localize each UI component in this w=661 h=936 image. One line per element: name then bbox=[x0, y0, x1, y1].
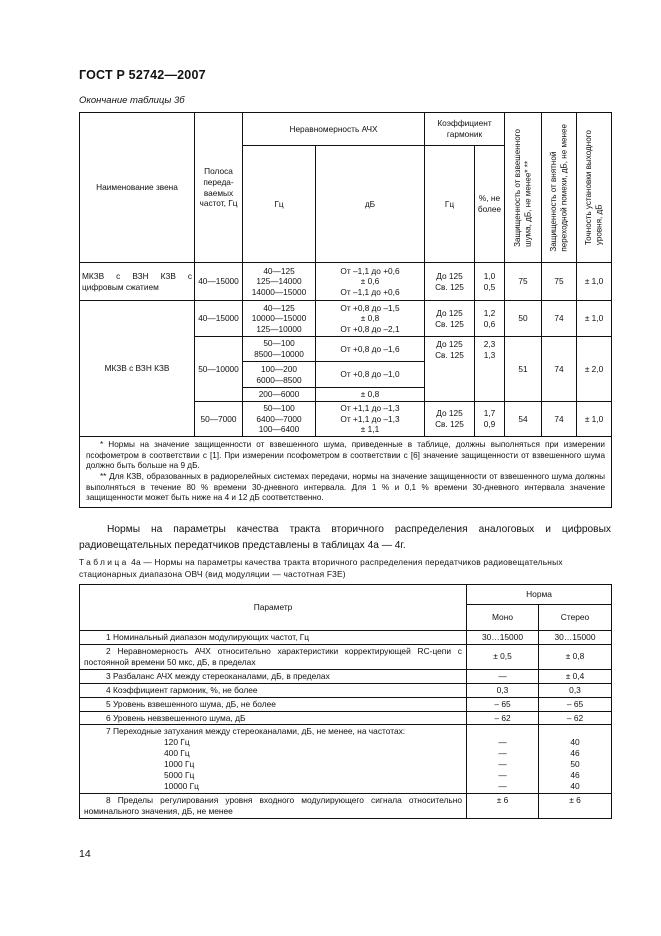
row-harm-hz: До 125 Св. 125 bbox=[425, 337, 475, 402]
param-cell bbox=[80, 725, 467, 794]
row-db: От +1,1 до –1,3 От +1,1 до –1,3 ± 1,1 bbox=[316, 402, 425, 437]
row-intel: 74 bbox=[542, 337, 577, 402]
header-weighted-noise: Защищенность от взвешенного шума, дБ, не менее* ** bbox=[505, 113, 542, 263]
table-row bbox=[80, 263, 612, 301]
row-hz: 50—100 6400—7000 100—6400 bbox=[243, 402, 316, 437]
freq-item: 5000 Гц bbox=[164, 770, 195, 781]
stereo-cell: ± 0,8 bbox=[539, 644, 612, 669]
row-weighted: 51 bbox=[505, 337, 542, 402]
stereo-cell: 0,3 bbox=[539, 683, 612, 697]
table-4a-caption bbox=[79, 556, 611, 580]
row-harm-hz: До 125 Св. 125 bbox=[425, 301, 475, 337]
param-cell: 2 Неравномерность АЧХ относительно характеристики корректирующей RC-цепи с постоянной времени 50 мкс, дБ, в пределах bbox=[80, 644, 467, 669]
table-row bbox=[80, 669, 612, 683]
header-param: Параметр bbox=[80, 585, 467, 631]
row-level: ± 1,0 bbox=[577, 402, 612, 437]
header-norm: Норма bbox=[467, 585, 612, 605]
row-db: От –1,1 до +0,6 ± 0,6 От –1,1 до +0,6 bbox=[316, 263, 425, 301]
table-4a bbox=[79, 584, 612, 819]
table-row bbox=[80, 793, 612, 818]
mono-value: — bbox=[498, 737, 507, 748]
row-weighted: 54 bbox=[505, 402, 542, 437]
header-harm-pct: %, не более bbox=[475, 146, 505, 263]
row-level: ± 2,0 bbox=[577, 337, 612, 402]
table-row bbox=[80, 711, 612, 725]
stereo-cell: ± 6 bbox=[539, 793, 612, 818]
footnotes bbox=[80, 437, 612, 508]
row-hz: 40—125 125—14000 14000—15000 bbox=[243, 263, 316, 301]
mono-cell: ± 0,5 bbox=[467, 644, 539, 669]
row-db: ± 0,8 bbox=[316, 388, 425, 402]
row-harm-pct: 1,2 0,6 bbox=[475, 301, 505, 337]
header-band: Полоса переда- ваемых частот, Гц bbox=[195, 113, 243, 263]
freq-item: 10000 Гц bbox=[164, 781, 199, 792]
mono-value: — bbox=[498, 759, 507, 770]
mono-cell: — bbox=[467, 669, 539, 683]
mono-value: — bbox=[498, 770, 507, 781]
page-number: 14 bbox=[79, 848, 91, 860]
row-weighted: 75 bbox=[505, 263, 542, 301]
row-harm-pct: 1,7 0,9 bbox=[475, 402, 505, 437]
stereo-value: 40 bbox=[570, 737, 580, 748]
table-row bbox=[80, 631, 612, 645]
table-4a-caption-text: 4а — Нормы на параметры качества тракта вторичного распределения передатчиков радиовещательных стационарных диапазона ОВЧ (вид модуляции — частотная F3E) bbox=[79, 557, 563, 580]
param-cell: 3 Разбаланс АЧХ между стереоканалами, дБ, в пределах bbox=[80, 669, 467, 683]
row-weighted: 50 bbox=[505, 301, 542, 337]
row7-freqs bbox=[84, 737, 462, 792]
param-cell: 6 Уровень невзвешенного шума, дБ bbox=[80, 711, 467, 725]
row7-title: 7 Переходные затухания между стереоканалами, дБ, не менее, на частотах: bbox=[106, 726, 406, 737]
freq-item: 120 Гц bbox=[164, 737, 190, 748]
header-output-level: Точность установки выходного уровня, дБ bbox=[577, 113, 612, 263]
stereo-cell: – 62 bbox=[539, 711, 612, 725]
row-level: ± 1,0 bbox=[577, 263, 612, 301]
document-header: ГОСТ Р 52742—2007 bbox=[79, 68, 206, 82]
mono-cell: – 62 bbox=[467, 711, 539, 725]
mono-value: — bbox=[498, 748, 507, 759]
row-harm-hz: До 125 Св. 125 bbox=[425, 263, 475, 301]
table-row bbox=[80, 725, 612, 794]
freq-item: 400 Гц bbox=[164, 748, 190, 759]
table-row bbox=[80, 683, 612, 697]
mono-value: — bbox=[498, 781, 507, 792]
freq-item: 1000 Гц bbox=[164, 759, 195, 770]
group-name: МКЗВ с ВЗН КЗВ bbox=[80, 301, 195, 437]
table-4a-caption-prefix: Таблица bbox=[79, 557, 129, 567]
stereo-value: 46 bbox=[570, 748, 580, 759]
body-paragraph: Нормы на параметры качества тракта вторичного распределения аналоговых и цифровых радиовещательных передатчиков представлены в таблицах 4а — 4г. bbox=[79, 524, 611, 551]
mono-cell: – 65 bbox=[467, 697, 539, 711]
row-band: 50—7000 bbox=[195, 402, 243, 437]
row-db: От +0,8 до –1,0 bbox=[316, 362, 425, 388]
footnote-1: * Нормы на значение защищенности от взвешенного шума, приведенные в таблице, должны выполняться при измерении псофометром в соответствии с [1]. При измерении псофометром в соответствии с [6] значение защищенности от взвешенного шума должно быть больше на 9 дБ. bbox=[86, 440, 606, 471]
row-intel: 74 bbox=[542, 301, 577, 337]
header-afr-hz: Гц bbox=[243, 146, 316, 263]
header-harm-hz: Гц bbox=[425, 146, 475, 263]
mono-cell: 30…15000 bbox=[467, 631, 539, 645]
row-hz: 200—6000 bbox=[243, 388, 316, 402]
mono-cell bbox=[467, 725, 539, 794]
row-intel: 74 bbox=[542, 402, 577, 437]
stereo-value: 40 bbox=[570, 781, 580, 792]
row-harm-hz: До 125 Св. 125 bbox=[425, 402, 475, 437]
param-cell: 5 Уровень взвешенного шума, дБ, не более bbox=[80, 697, 467, 711]
header-intelligible-crosstalk: Защищенность от внятной переходной помехи, дБ, не менее bbox=[542, 113, 577, 263]
header-afr: Неравномерность АЧХ bbox=[243, 113, 425, 146]
header-harmonics: Коэффициент гармоник bbox=[425, 113, 505, 146]
table-3b bbox=[79, 112, 612, 508]
table-row bbox=[80, 697, 612, 711]
row-intel: 75 bbox=[542, 263, 577, 301]
row-db: От +0,8 до –1,5 ± 0,8 От +0,8 до –2,1 bbox=[316, 301, 425, 337]
footnotes-row bbox=[80, 437, 612, 508]
table-row bbox=[80, 644, 612, 669]
row-band: 40—15000 bbox=[195, 301, 243, 337]
stereo-cell: 30…15000 bbox=[539, 631, 612, 645]
param-cell: 1 Номинальный диапазон модулирующих частот, Гц bbox=[80, 631, 467, 645]
stereo-cell: ± 0,4 bbox=[539, 669, 612, 683]
row-hz: 50—100 8500—10000 bbox=[243, 337, 316, 362]
header-name: Наименование звена bbox=[80, 113, 195, 263]
row-level: ± 1,0 bbox=[577, 301, 612, 337]
header-mono: Моно bbox=[467, 605, 539, 631]
table-3b-caption: Окончание таблицы 3б bbox=[79, 95, 185, 106]
row-harm-pct: 1,0 0,5 bbox=[475, 263, 505, 301]
row-hz: 100—200 6000—8500 bbox=[243, 362, 316, 388]
stereo-value: 50 bbox=[570, 759, 580, 770]
row-harm-pct: 2,3 1,3 bbox=[475, 337, 505, 402]
param-cell: 8 Пределы регулирования уровня входного модулирующего сигнала относительно номинального значения, дБ, не менее bbox=[80, 793, 467, 818]
mono-cell: ± 6 bbox=[467, 793, 539, 818]
row-hz: 40—125 10000—15000 125—10000 bbox=[243, 301, 316, 337]
row-name: МКЗВ с ВЗН КЗВ с цифровым сжатием bbox=[80, 263, 195, 301]
header-stereo: Стерео bbox=[539, 605, 612, 631]
row-db: От +0,8 до –1,6 bbox=[316, 337, 425, 362]
mono-cell: 0,3 bbox=[467, 683, 539, 697]
row-band: 50—10000 bbox=[195, 337, 243, 402]
table-row bbox=[80, 301, 612, 337]
header-afr-db: дБ bbox=[316, 146, 425, 263]
stereo-cell: – 65 bbox=[539, 697, 612, 711]
footnote-2: ** Для КЗВ, образованных в радиорелейных системах передачи, нормы на значение защищенности от взвешенного шума должны выполняться в течение 80 % времени 30-дневного интервала. Для 1 % и 0,1 % времени 30-дневного интервала значение защищенности может быть ниже на 4 и 12 дБ соответственно. bbox=[86, 471, 606, 503]
stereo-cell bbox=[539, 725, 612, 794]
param-cell: 4 Коэффициент гармоник, %, не более bbox=[80, 683, 467, 697]
stereo-value: 46 bbox=[570, 770, 580, 781]
row-band: 40—15000 bbox=[195, 263, 243, 301]
